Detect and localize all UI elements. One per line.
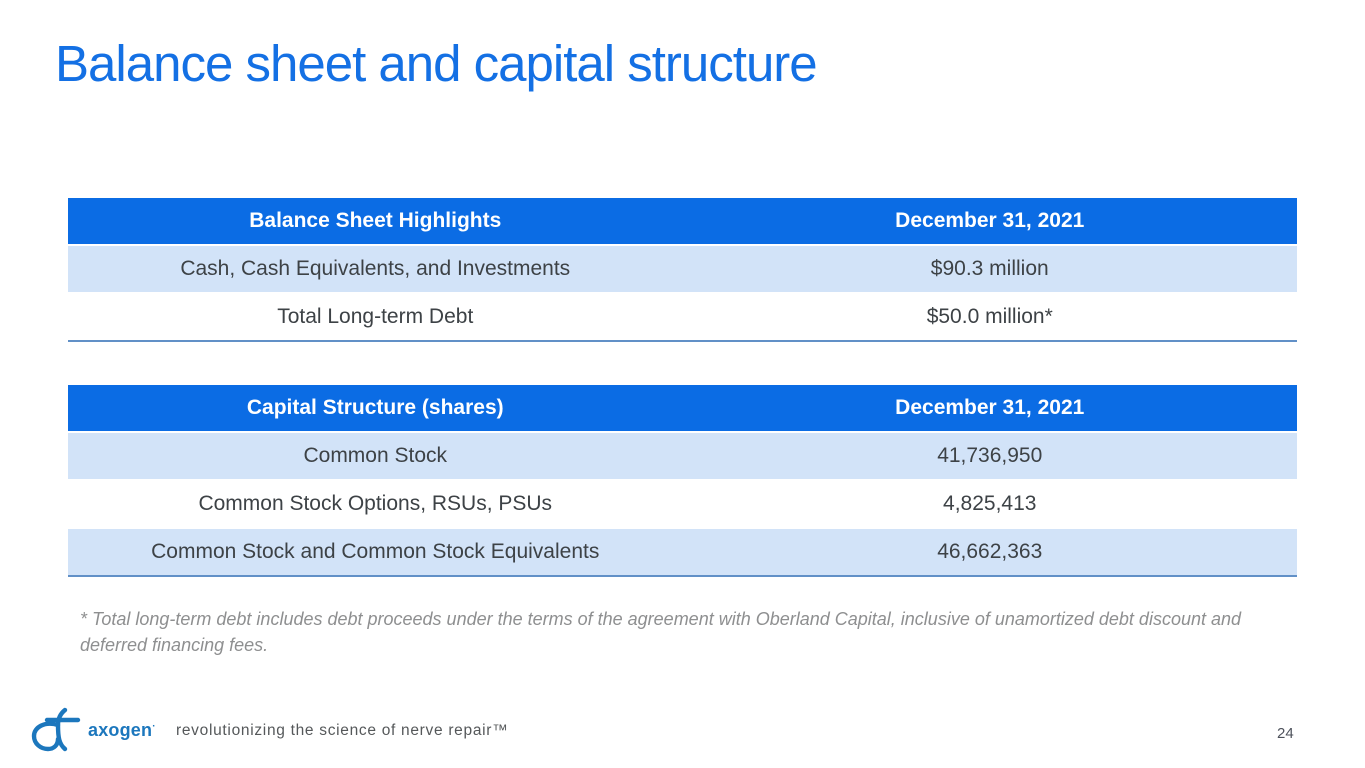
table-cell: Common Stock Options, RSUs, PSUs	[68, 480, 683, 528]
table-cell: 41,736,950	[683, 432, 1298, 480]
table-row	[68, 432, 1297, 480]
brand-wordmark	[88, 720, 156, 741]
table-header-row	[68, 198, 1297, 245]
table-row	[68, 245, 1297, 293]
capital-structure-table	[68, 385, 1297, 577]
axogen-logo-icon	[28, 706, 82, 752]
footer-tagline: revolutionizing the science of nerve repair™	[176, 722, 509, 739]
brand-trademark: ·	[152, 721, 156, 732]
header-cell: December 31, 2021	[683, 385, 1298, 432]
table-cell: $90.3 million	[683, 245, 1298, 293]
table-row	[68, 528, 1297, 576]
header-cell: December 31, 2021	[683, 198, 1298, 245]
header-cell: Capital Structure (shares)	[68, 385, 683, 432]
brand-text: axogen	[88, 720, 153, 740]
balance-sheet-table	[68, 198, 1297, 342]
table-row	[68, 480, 1297, 528]
table-cell: $50.0 million*	[683, 293, 1298, 341]
table-cell: Total Long-term Debt	[68, 293, 683, 341]
header-cell: Balance Sheet Highlights	[68, 198, 683, 245]
table-cell: 46,662,363	[683, 528, 1298, 576]
table-cell: Common Stock and Common Stock Equivalents	[68, 528, 683, 576]
footnote: * Total long-term debt includes debt proceeds under the terms of the agreement with Oberland Capital, inclusive of unamortized debt discount and deferred financing fees.	[80, 609, 1242, 656]
table-header-row	[68, 385, 1297, 432]
table-cell: Common Stock	[68, 432, 683, 480]
table-row	[68, 293, 1297, 341]
table-cell: Cash, Cash Equivalents, and Investments	[68, 245, 683, 293]
table-cell: 4,825,413	[683, 480, 1298, 528]
page-number: 24	[1277, 725, 1294, 742]
slide-title: Balance sheet and capital structure	[55, 35, 817, 92]
